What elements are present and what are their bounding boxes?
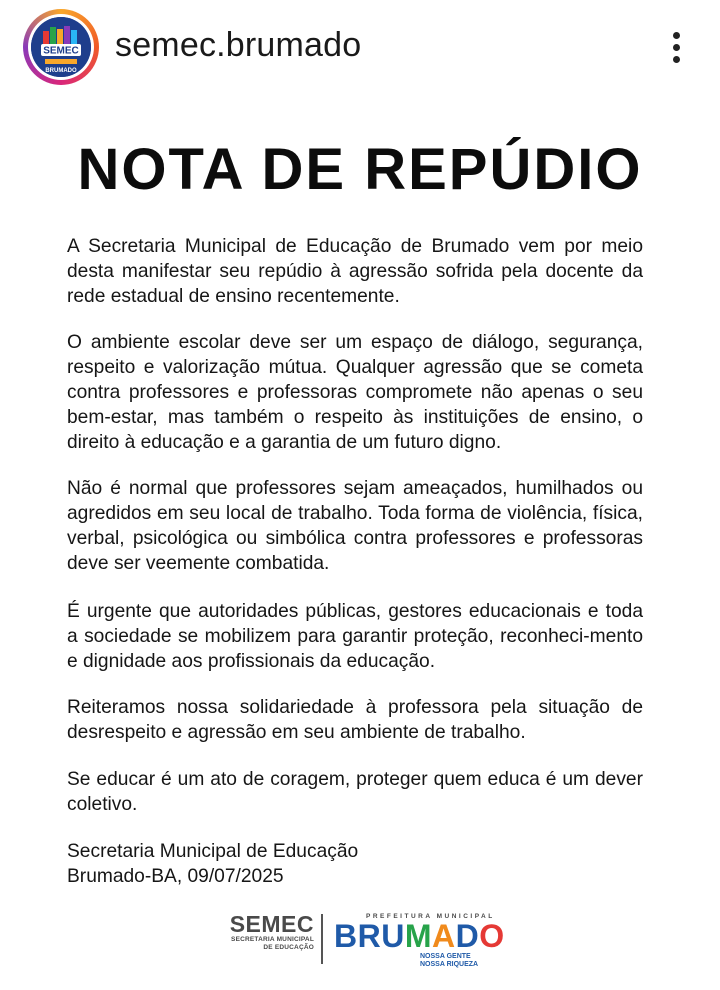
brumado-logo [334, 909, 504, 969]
signature [67, 839, 358, 889]
brumado-letter: A [431, 918, 456, 954]
semec-logo-text: SEMEC [229, 911, 314, 937]
logo-divider [321, 914, 323, 964]
svg-text:SEMEC: SEMEC [43, 45, 79, 57]
brumado-letter: U [381, 918, 405, 954]
semec-logo-subtitle-2: DE EDUCAÇÃO [263, 944, 314, 951]
brumado-wordmark-text [334, 918, 505, 954]
paragraph: É urgente que autoridades públicas, gestores educacionais e toda a sociedade se mobilizem para garantir proteção, reconheci-mento e dignidade aos profissionais da educação. [67, 601, 643, 672]
brumado-tagline [420, 953, 478, 969]
brumado-letter: M [404, 918, 432, 954]
avatar-image [31, 17, 91, 77]
semec-logo [222, 912, 314, 964]
prefeitura-label: PREFEITURA MUNICIPAL [366, 913, 495, 920]
more-vertical-icon[interactable] [663, 28, 691, 68]
brumado-letter: R [357, 918, 382, 954]
tagline-line-2: NOSSA RIQUEZA [420, 961, 479, 968]
brumado-letter: B [334, 918, 358, 954]
brumado-letter: O [479, 918, 505, 954]
signature-place-date: Brumado-BA, 09/07/2025 [67, 866, 284, 887]
semec-logo-subtitle-1: SECRETARIA MUNICIPAL [231, 936, 314, 943]
paragraph: O ambiente escolar deve ser um espaço de diálogo, segurança, respeito e valorização mútua. Qualquer agressão que se cometa contra professores e professoras compromete não apenas o seu bem-estar, mas também o respeito às instituições de ensino, o direito à educação e a garantia de um futuro digno. [67, 332, 643, 453]
svg-text:BRUMADO: BRUMADO [45, 68, 77, 74]
paragraph: Reiteramos nossa solidariedade à professora pela situação de desrespeito e agressão em seu ambiente de trabalho. [67, 697, 643, 743]
profile-username[interactable]: semec.brumado [115, 26, 362, 64]
brumado-wordmark [334, 919, 505, 953]
semec-avatar-logo-icon [31, 17, 91, 77]
paragraph: Se educar é um ato de coragem, proteger quem educa é um dever coletivo. [67, 769, 643, 815]
brumado-letter: D [455, 918, 480, 954]
post-header [0, 0, 720, 96]
paragraph: A Secretaria Municipal de Educação de Brumado vem por meio desta manifestar seu repúdio à agressão sofrida pela docente da rede estadual de ensino recentemente. [67, 236, 643, 307]
signature-org: Secretaria Municipal de Educação [67, 841, 359, 862]
profile-avatar[interactable] [23, 9, 99, 85]
tagline-line-1: NOSSA GENTE [420, 953, 471, 960]
post-title: NOTA DE REPÚDIO [77, 137, 643, 202]
paragraph: Não é normal que professores sejam ameaçados, humilhados ou agredidos em seu local de trabalho. Toda forma de violência, física, verbal, psicológica ou simbólica contra professores e professoras deve ser veemente combatida. [67, 478, 643, 574]
